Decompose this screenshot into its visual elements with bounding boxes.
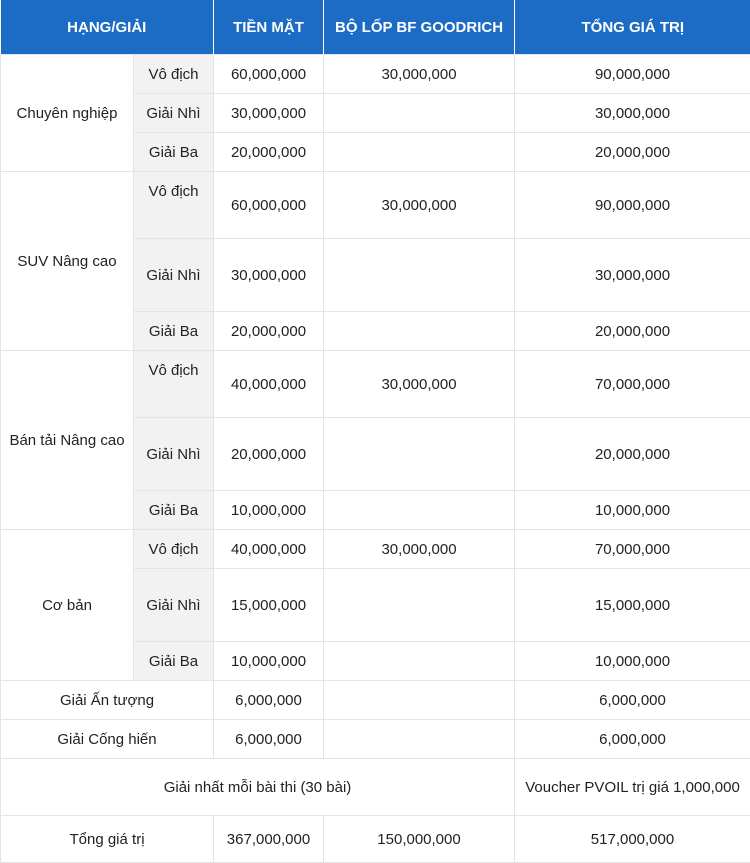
tires-value (324, 720, 515, 759)
prize-name: Giải Nhì (134, 94, 214, 133)
tires-value (324, 133, 515, 172)
total-value: 30,000,000 (515, 239, 750, 312)
cash-value: 6,000,000 (214, 681, 324, 720)
table-row (1, 759, 750, 816)
tires-value (324, 239, 515, 312)
header-rank: HẠNG/GIẢI (1, 0, 214, 55)
tires-value (324, 94, 515, 133)
total-value: 70,000,000 (515, 530, 750, 569)
tires-value (324, 312, 515, 351)
prize-name: Vô địch (134, 351, 214, 418)
header-cash: TIỀN MẶT (214, 0, 324, 55)
prize-name: Vô địch (134, 55, 214, 94)
prize-name: Vô địch (134, 172, 214, 239)
total-value: 30,000,000 (515, 94, 750, 133)
total-value: 70,000,000 (515, 351, 750, 418)
grand-total-cash: 367,000,000 (214, 816, 324, 863)
cash-value: 40,000,000 (214, 530, 324, 569)
total-value: 90,000,000 (515, 172, 750, 239)
total-value: 20,000,000 (515, 133, 750, 172)
table-row (1, 681, 750, 720)
cash-value: 30,000,000 (214, 239, 324, 312)
cash-value: 60,000,000 (214, 55, 324, 94)
total-value: 90,000,000 (515, 55, 750, 94)
cash-value: 10,000,000 (214, 491, 324, 530)
cash-value: 20,000,000 (214, 133, 324, 172)
category-name: Bán tải Nâng cao (1, 351, 134, 530)
prize-name: Giải Ba (134, 642, 214, 681)
prize-name: Giải Ba (134, 491, 214, 530)
prize-name: Giải Nhì (134, 239, 214, 312)
prize-name: Giải Ba (134, 133, 214, 172)
per-entry-label: Giải nhất mỗi bài thi (30 bài) (1, 759, 515, 816)
special-prize-name: Giải Ấn tượng (1, 681, 214, 720)
tires-value: 30,000,000 (324, 351, 515, 418)
total-value: 6,000,000 (515, 720, 750, 759)
total-value: 15,000,000 (515, 569, 750, 642)
prize-name: Giải Nhì (134, 418, 214, 491)
tires-value (324, 642, 515, 681)
total-value: 10,000,000 (515, 642, 750, 681)
total-value: 10,000,000 (515, 491, 750, 530)
prize-name: Giải Ba (134, 312, 214, 351)
grand-total-label: Tổng giá trị (1, 816, 214, 863)
per-entry-total: Voucher PVOIL trị giá 1,000,000 (515, 759, 750, 816)
tires-value: 30,000,000 (324, 530, 515, 569)
cash-value: 60,000,000 (214, 172, 324, 239)
table-row (1, 55, 750, 94)
cash-value: 20,000,000 (214, 418, 324, 491)
tires-value: 30,000,000 (324, 172, 515, 239)
cash-value: 6,000,000 (214, 720, 324, 759)
cash-value: 10,000,000 (214, 642, 324, 681)
table-row (1, 351, 750, 418)
grand-total-tires: 150,000,000 (324, 816, 515, 863)
cash-value: 15,000,000 (214, 569, 324, 642)
grand-total-value: 517,000,000 (515, 816, 750, 863)
tires-value (324, 681, 515, 720)
total-value: 20,000,000 (515, 418, 750, 491)
total-value: 20,000,000 (515, 312, 750, 351)
table-row (1, 816, 750, 863)
tires-value (324, 491, 515, 530)
category-name: Cơ bản (1, 530, 134, 681)
special-prize-name: Giải Cống hiến (1, 720, 214, 759)
tires-value: 30,000,000 (324, 55, 515, 94)
header-tires: BỘ LỐP BF GOODRICH (324, 0, 515, 55)
table-row (1, 720, 750, 759)
prize-name: Vô địch (134, 530, 214, 569)
table-row (1, 530, 750, 569)
prize-name: Giải Nhì (134, 569, 214, 642)
cash-value: 40,000,000 (214, 351, 324, 418)
tires-value (324, 418, 515, 491)
header-total: TỔNG GIÁ TRỊ (515, 0, 750, 55)
category-name: Chuyên nghiệp (1, 55, 134, 172)
table-row (1, 172, 750, 239)
tires-value (324, 569, 515, 642)
header-row (1, 0, 750, 55)
cash-value: 20,000,000 (214, 312, 324, 351)
total-value: 6,000,000 (515, 681, 750, 720)
category-name: SUV Nâng cao (1, 172, 134, 351)
cash-value: 30,000,000 (214, 94, 324, 133)
